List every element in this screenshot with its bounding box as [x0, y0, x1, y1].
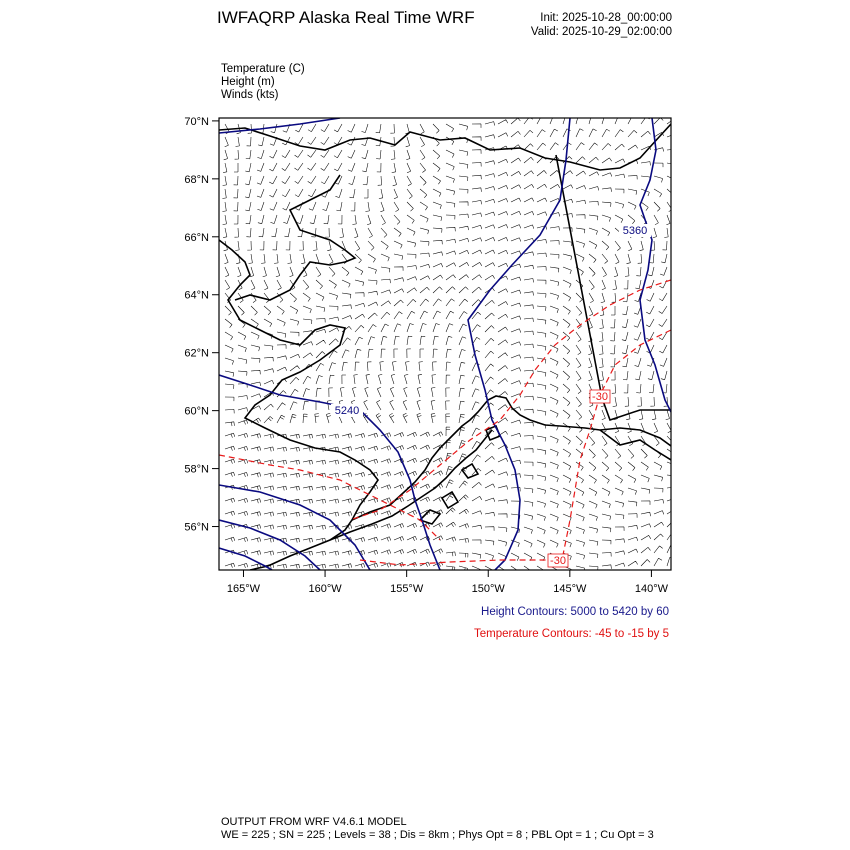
coastline-islands: [420, 426, 500, 524]
height-contour-legend: Height Contours: 5000 to 5420 by 60: [481, 606, 669, 618]
lon-tick-label: 165°W: [226, 583, 261, 595]
field-label-winds: Winds (kts): [221, 89, 279, 101]
lat-tick-label: 62°N: [184, 347, 209, 360]
temperature-contour-legend: Temperature Contours: -45 to -15 by 5: [474, 628, 669, 640]
height-label-5240: [331, 404, 363, 417]
wind-barbs: [222, 115, 676, 574]
coastline-layer: [219, 124, 671, 570]
lon-tick-label: 140°W: [634, 583, 668, 595]
lat-tick-label: 66°N: [184, 231, 209, 244]
lat-tick-label: 60°N: [184, 405, 209, 418]
footer-model: OUTPUT FROM WRF V4.6.1 MODEL: [221, 816, 407, 828]
coastline-seward: [235, 175, 355, 300]
temperature-label-minus30-b: [548, 554, 568, 567]
axis-ticks: [184, 116, 668, 595]
temperature-contour-minus25: [219, 455, 440, 540]
lat-tick-label: 58°N: [184, 463, 209, 476]
lat-tick-label: 56°N: [184, 521, 209, 534]
lat-tick-label: 64°N: [184, 289, 209, 302]
lon-tick-label: 145°W: [553, 583, 587, 595]
wind-barb-field: [222, 115, 676, 574]
lon-tick-label: 155°W: [390, 583, 424, 595]
height-label-5360: [619, 224, 651, 237]
field-label-temperature: Temperature (C): [221, 63, 305, 75]
lon-tick-label: 160°W: [308, 583, 342, 595]
lat-tick-label: 68°N: [184, 173, 209, 186]
lat-tick-label: 70°N: [184, 115, 209, 128]
temperature-label-minus30-b-text: -30: [550, 555, 566, 567]
height-label-5360-text: 5360: [622, 225, 648, 237]
temperature-label-minus30-a-text: -30: [592, 391, 608, 403]
valid-time: Valid: 2025-10-29_02:00:00: [530, 26, 672, 38]
height-label-5240-text: 5240: [334, 405, 360, 417]
height-contour-5360-east: [640, 118, 671, 412]
map-title: IWFAQRP Alaska Real Time WRF: [217, 8, 475, 27]
lon-tick-label: 150°W: [471, 583, 505, 595]
field-label-height: Height (m): [221, 76, 275, 88]
init-time: Init: 2025-10-28_00:00:00: [540, 12, 672, 24]
height-contour-5120: [219, 520, 320, 570]
footer-config: WE = 225 ; SN = 225 ; Levels = 38 ; Dis = 8km ; Phys Opt = 8 ; PBL Opt = 1 ; Cu Opt = 3: [221, 829, 654, 841]
temperature-label-minus30-a: [590, 390, 610, 403]
temperature-contour-minus30: [350, 280, 671, 565]
contour-labels: [331, 224, 651, 567]
